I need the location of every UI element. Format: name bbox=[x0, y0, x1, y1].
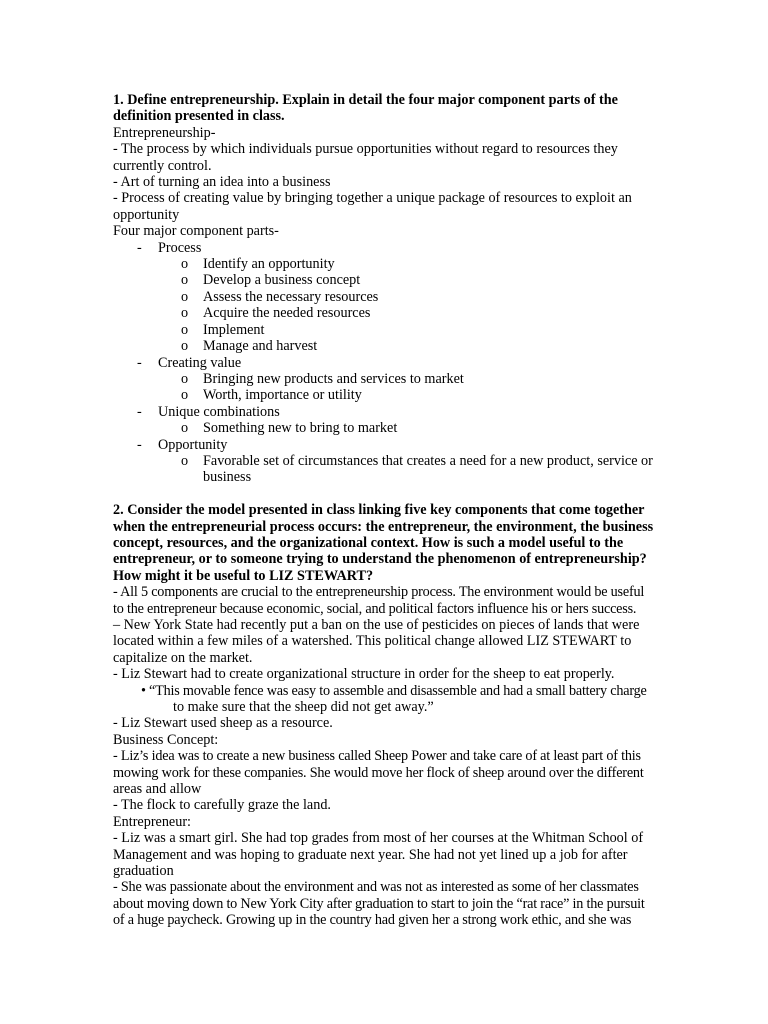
q2-heading-line-3: concept, resources, and the organizational context. How is such a model useful to the bbox=[113, 534, 624, 551]
answer-line: - She was passionate about the environment and was not as interested as some of her classmates bbox=[113, 879, 639, 896]
list-item bbox=[113, 453, 728, 469]
answer-line: - All 5 components are crucial to the entrepreneurship process. The environment would be useful bbox=[113, 584, 645, 601]
list-item-text: Bringing new products and services to market bbox=[203, 370, 464, 387]
list-item bbox=[113, 289, 728, 305]
list-item bbox=[113, 338, 728, 354]
q2-heading-line-5: How might it be useful to LIZ STEWART? bbox=[113, 567, 374, 584]
quote-bullet bbox=[113, 683, 728, 699]
list-item-text: Develop a business concept bbox=[203, 272, 361, 289]
component-title: Unique combinations bbox=[158, 403, 280, 420]
component-process bbox=[113, 240, 728, 256]
list-item-continuation: business bbox=[203, 469, 252, 486]
business-concept-label: Business Concept: bbox=[113, 731, 219, 748]
component-title: Opportunity bbox=[158, 436, 228, 453]
paragraph-gap bbox=[113, 486, 728, 502]
dash-marker: - bbox=[137, 354, 142, 371]
entrepreneurship-label: Entrepreneurship- bbox=[113, 124, 216, 141]
component-creating-value bbox=[113, 355, 728, 371]
answer-line: capitalize on the market. bbox=[113, 649, 253, 666]
definition-1-line-1: - The process by which individuals pursue opportunities without regard to resources they bbox=[113, 141, 618, 158]
circle-bullet-icon: o bbox=[181, 387, 189, 404]
circle-bullet-icon: o bbox=[181, 288, 189, 305]
list-item-text: Implement bbox=[203, 321, 265, 338]
component-unique-combinations bbox=[113, 404, 728, 420]
list-item-text: Manage and harvest bbox=[203, 338, 318, 355]
list-item bbox=[113, 420, 728, 436]
circle-bullet-icon: o bbox=[181, 305, 189, 322]
list-item-text: Assess the necessary resources bbox=[203, 288, 379, 305]
answer-line: Management and was hoping to graduate next year. She had not yet lined up a job for after bbox=[113, 846, 628, 863]
q1-heading-line-2: definition presented in class. bbox=[113, 108, 285, 125]
list-item-text: Favorable set of circumstances that creates a need for a new product, service or bbox=[203, 452, 653, 469]
circle-bullet-icon: o bbox=[181, 338, 189, 355]
circle-bullet-icon: o bbox=[181, 452, 189, 469]
answer-line: areas and allow bbox=[113, 781, 202, 798]
answer-line: - Liz was a smart girl. She had top grades from most of her courses at the Whitman School of bbox=[113, 830, 644, 847]
answer-line: - Liz’s idea was to create a new business called Sheep Power and take care of at least part of this bbox=[113, 748, 641, 765]
answer-line: - The flock to carefully graze the land. bbox=[113, 797, 331, 814]
component-opportunity bbox=[113, 437, 728, 453]
bullet-icon: • bbox=[141, 682, 146, 699]
q2-heading-line-1: 2. Consider the model presented in class linking five key components that come together bbox=[113, 502, 645, 519]
answer-line: about moving down to New York City after graduation to start to join the “rat race” in the pursuit bbox=[113, 895, 645, 912]
list-item-text: Acquire the needed resources bbox=[203, 305, 371, 322]
component-title: Creating value bbox=[158, 354, 242, 371]
list-item-text: Worth, importance or utility bbox=[203, 387, 362, 404]
definition-3-line-1: - Process of creating value by bringing together a unique package of resources to exploit an bbox=[113, 190, 632, 207]
circle-bullet-icon: o bbox=[181, 321, 189, 338]
list-item bbox=[113, 272, 728, 288]
quote-continuation: to make sure that the sheep did not get away.” bbox=[173, 699, 434, 716]
q2-heading-line-2: when the entrepreneurial process occurs: the entrepreneur, the environment, the business bbox=[113, 518, 654, 535]
list-item bbox=[113, 322, 728, 338]
list-item-text: Something new to bring to market bbox=[203, 420, 398, 437]
answer-line: - Liz Stewart used sheep as a resource. bbox=[113, 715, 333, 732]
dash-marker: - bbox=[137, 239, 142, 256]
q1-heading-line-1: 1. Define entrepreneurship. Explain in detail the four major component parts of the bbox=[113, 92, 618, 108]
answer-line: located within a few miles of a watershed. This political change allowed LIZ STEWART to bbox=[113, 633, 632, 650]
answer-line: - Liz Stewart had to create organizational structure in order for the sheep to eat properly. bbox=[113, 666, 615, 683]
circle-bullet-icon: o bbox=[181, 272, 189, 289]
answer-line: mowing work for these companies. She would move her flock of sheep around over the different bbox=[113, 764, 644, 781]
circle-bullet-icon: o bbox=[181, 256, 189, 273]
definition-2: - Art of turning an idea into a business bbox=[113, 174, 331, 191]
list-item bbox=[113, 371, 728, 387]
circle-bullet-icon: o bbox=[181, 420, 189, 437]
list-item bbox=[113, 387, 728, 403]
answer-line: of a huge paycheck. Growing up in the country had given her a strong work ethic, and she was bbox=[113, 912, 632, 929]
component-title: Process bbox=[158, 239, 202, 256]
quote-text: “This movable fence was easy to assemble and disassemble and had a small battery charge bbox=[149, 682, 647, 699]
components-label: Four major component parts- bbox=[113, 223, 279, 240]
answer-line: – New York State had recently put a ban on the use of pesticides on pieces of lands that were bbox=[113, 616, 640, 633]
dash-marker: - bbox=[137, 436, 142, 453]
entrepreneur-label: Entrepreneur: bbox=[113, 813, 191, 830]
answer-line: graduation bbox=[113, 863, 174, 880]
q2-heading-line-4: entrepreneur, or to someone trying to understand the phenomenon of entrepreneurship? bbox=[113, 551, 647, 568]
dash-marker: - bbox=[137, 403, 142, 420]
list-item bbox=[113, 256, 728, 272]
list-item-text: Identify an opportunity bbox=[203, 256, 335, 273]
circle-bullet-icon: o bbox=[181, 370, 189, 387]
list-item bbox=[113, 305, 728, 321]
definition-1-line-2: currently control. bbox=[113, 157, 212, 174]
answer-line: to the entrepreneur because economic, social, and political factors influence his or hers success. bbox=[113, 600, 637, 617]
definition-3-line-2: opportunity bbox=[113, 206, 180, 223]
